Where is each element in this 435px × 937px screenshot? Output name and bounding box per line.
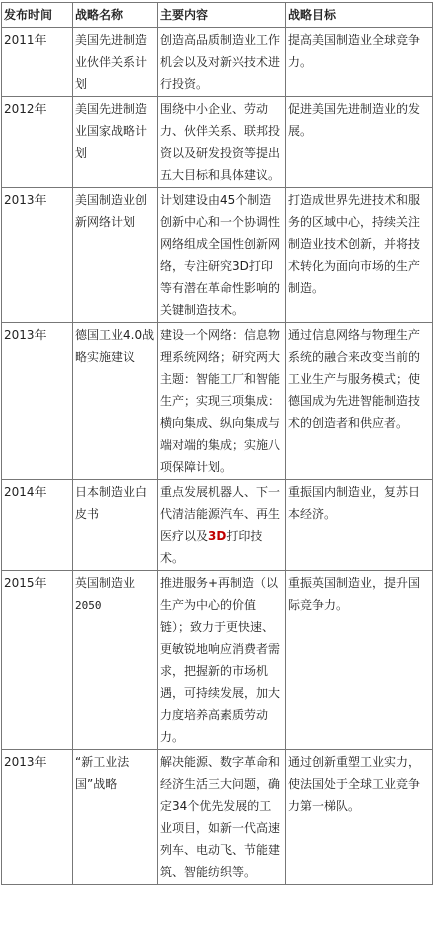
cell-name: 美国制造业创新网络计划 [73, 188, 158, 323]
cell-goal: 通过创新重塑工业实力，使法国处于全球工业竞争力第一梯队。 [286, 750, 433, 885]
cell-content: 推进服务+再制造（以生产为中心的价值链）；致力于更快速、更敏锐地响应消费者需求，把握新的市场机遇，可持续发展，加大力度培养高素质劳动力。 [158, 571, 286, 750]
strategy-table [1, 2, 433, 885]
cell-goal: 通过信息网络与物理生产系统的融合来改变当前的工业生产与服务模式；使德国成为先进智能制造技术的创造者和供应者。 [286, 323, 433, 480]
table-row [2, 750, 433, 885]
cell-goal: 提高美国制造业全球竞争力。 [286, 28, 433, 97]
table-row [2, 188, 433, 323]
cell-name: 美国先进制造业国家战略计划 [73, 97, 158, 188]
highlight-3d: 3D [208, 529, 227, 543]
name-number: 2050 [75, 599, 102, 612]
cell-name: 德国工业4.0战略实施建议 [73, 323, 158, 480]
content-text: 打印技术。 [160, 529, 263, 565]
cell-year: 2014年 [2, 480, 73, 571]
cell-goal: 打造成世界先进技术和服务的区域中心，持续关注制造业技术创新，并将技术转化为面向市场的生产制造。 [286, 188, 433, 323]
cell-content: 计划建设由45个制造创新中心和一个协调性网络组成全国性创新网络，专注研究3D打印等有潜在革命性影响的关键制造技术。 [158, 188, 286, 323]
cell-year: 2015年 [2, 571, 73, 750]
cell-year: 2012年 [2, 97, 73, 188]
cell-name: 日本制造业白皮书 [73, 480, 158, 571]
cell-year: 2013年 [2, 323, 73, 480]
cell-content [158, 480, 286, 571]
header-row [2, 3, 433, 28]
table-row [2, 480, 433, 571]
cell-year: 2013年 [2, 750, 73, 885]
cell-content: 围绕中小企业、劳动力、伙伴关系、联邦投资以及研发投资等提出五大目标和具体建议。 [158, 97, 286, 188]
header-name: 战略名称 [73, 3, 158, 28]
cell-year: 2013年 [2, 188, 73, 323]
cell-content: 创造高品质制造业工作机会以及对新兴技术进行投资。 [158, 28, 286, 97]
cell-goal: 重振国内制造业，复苏日本经济。 [286, 480, 433, 571]
cell-year: 2011年 [2, 28, 73, 97]
cell-goal: 促进美国先进制造业的发展。 [286, 97, 433, 188]
header-year: 发布时间 [2, 3, 73, 28]
name-text: 英国制造业 [75, 576, 136, 590]
table-row [2, 28, 433, 97]
table-row [2, 571, 433, 750]
header-goal: 战略目标 [286, 3, 433, 28]
table-row [2, 97, 433, 188]
table-row [2, 323, 433, 480]
cell-content: 解决能源、数字革命和经济生活三大问题，确定34个优先发展的工业项目，如新一代高速列车、电动飞、节能建筑、智能纺织等。 [158, 750, 286, 885]
cell-name: 美国先进制造业伙伴关系计划 [73, 28, 158, 97]
content-text: 重点发展机器人、下一代清洁能源汽车、再生医疗以及 [160, 485, 281, 543]
cell-content: 建设一个网络：信息物理系统网络；研究两大主题：智能工厂和智能生产；实现三项集成：横向集成、纵向集成与端对端的集成；实施八项保障计划。 [158, 323, 286, 480]
cell-name [73, 571, 158, 750]
header-content: 主要内容 [158, 3, 286, 28]
cell-goal: 重振英国制造业，提升国际竞争力。 [286, 571, 433, 750]
cell-name: “新工业法国”战略 [73, 750, 158, 885]
